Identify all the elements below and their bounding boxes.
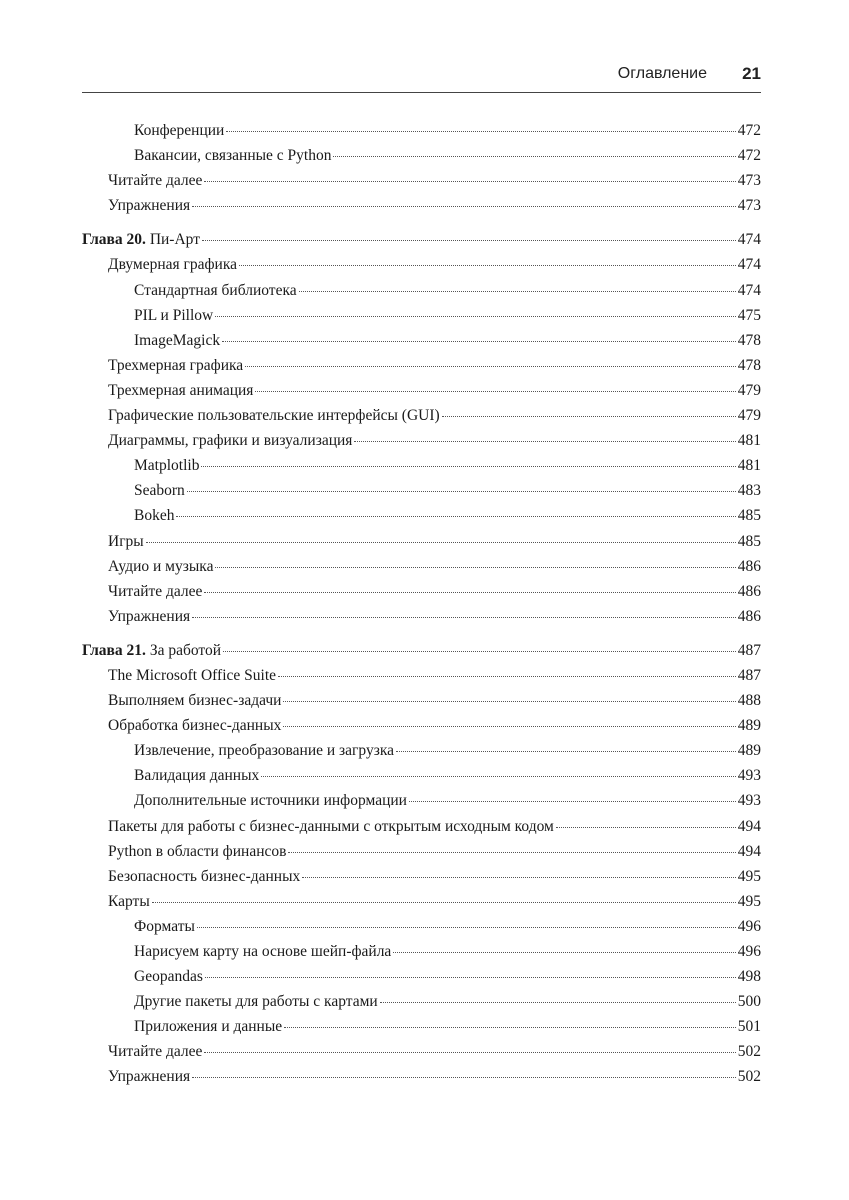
toc-entry-title: Дополнительные источники информации	[134, 792, 407, 810]
toc-entry[interactable]	[82, 428, 761, 453]
dot-leader	[299, 290, 736, 292]
toc-page-number: 493	[737, 767, 761, 785]
toc-entry[interactable]	[82, 889, 761, 914]
toc-entry-title: Нарисуем карту на основе шейп-файла	[134, 943, 392, 960]
toc-entry[interactable]	[82, 328, 761, 353]
toc-entry[interactable]	[82, 554, 761, 579]
toc-entry-title: Приложения и данные	[134, 1018, 283, 1036]
toc-entry[interactable]	[82, 1014, 761, 1039]
dot-leader	[187, 490, 736, 492]
table-of-contents	[82, 118, 761, 1090]
toc-entry[interactable]	[82, 763, 761, 788]
toc-entry[interactable]	[82, 1064, 761, 1089]
dot-leader	[239, 264, 736, 266]
toc-entry[interactable]	[82, 252, 761, 277]
dot-leader	[176, 515, 735, 517]
toc-page-number: 485	[737, 507, 761, 525]
toc-page-number: 478	[737, 356, 761, 374]
dot-leader	[556, 826, 736, 828]
toc-entry-title: Двумерная графика	[108, 256, 238, 274]
toc-page-number: 501	[737, 1018, 761, 1036]
toc-entry[interactable]	[82, 503, 761, 528]
dot-leader	[302, 876, 735, 878]
toc-entry[interactable]	[82, 118, 761, 143]
toc-entry-title: Диаграммы, графики и визуализация	[108, 432, 353, 450]
toc-entry[interactable]	[82, 864, 761, 889]
toc-entry-title: Аудио и музыка	[108, 557, 214, 575]
toc-page-number: 472	[737, 122, 761, 139]
toc-entry-title: Стандартная библиотека	[134, 281, 297, 299]
toc-page-number: 481	[737, 457, 761, 475]
toc-entry[interactable]	[82, 713, 761, 738]
toc-page-number: 481	[737, 432, 761, 450]
dot-leader	[255, 390, 735, 392]
toc-entry-title: Упражнения	[108, 197, 191, 215]
toc-entry[interactable]	[82, 914, 761, 939]
toc-entry[interactable]	[82, 478, 761, 503]
toc-page-number: 486	[737, 582, 761, 600]
chapter-title: Пи-Арт	[149, 231, 200, 249]
toc-entry[interactable]	[82, 738, 761, 763]
dot-leader	[223, 650, 736, 652]
toc-entry-title: Читайте далее	[108, 582, 203, 600]
toc-page-number: 474	[737, 281, 761, 299]
dot-leader	[204, 1051, 735, 1053]
dot-leader	[202, 239, 736, 241]
dot-leader	[146, 541, 736, 543]
dot-leader	[192, 616, 736, 618]
toc-entry[interactable]	[82, 788, 761, 813]
dot-leader	[283, 700, 735, 702]
toc-entry-title	[82, 227, 200, 252]
toc-entry[interactable]	[82, 193, 761, 218]
toc-page-number: 487	[737, 641, 761, 659]
toc-entry[interactable]	[82, 453, 761, 478]
toc-page-number: 479	[737, 381, 761, 399]
toc-entry[interactable]	[82, 353, 761, 378]
toc-page-number: 495	[737, 892, 761, 910]
toc-page-number: 473	[737, 197, 761, 215]
toc-entry-title: Пакеты для работы с бизнес-данными с открытым исходным кодом	[108, 817, 554, 835]
dot-leader	[192, 1076, 736, 1078]
toc-entry[interactable]	[82, 143, 761, 168]
dot-leader	[201, 465, 735, 467]
toc-entry[interactable]	[82, 529, 761, 554]
dot-leader	[197, 926, 736, 928]
toc-entry-title: Игры	[108, 532, 144, 550]
toc-entry-title: Выполняем бизнес-задачи	[108, 692, 282, 710]
toc-entry-title	[82, 638, 221, 663]
toc-entry[interactable]	[82, 939, 761, 964]
dot-leader	[354, 440, 735, 442]
dot-leader	[380, 1001, 736, 1003]
toc-page-number: 487	[737, 666, 761, 684]
dot-leader	[226, 130, 735, 132]
toc-entry[interactable]	[82, 839, 761, 864]
dot-leader	[192, 205, 736, 207]
toc-page-number: 479	[737, 407, 761, 425]
toc-entry-title: Geopandas	[134, 968, 203, 986]
dot-leader	[283, 725, 735, 727]
dot-leader	[215, 566, 735, 568]
toc-entry[interactable]	[82, 403, 761, 428]
toc-entry-title: PIL и Pillow	[134, 306, 214, 324]
dot-leader	[278, 675, 736, 677]
chapter-number: Глава 20.	[82, 231, 146, 249]
toc-entry[interactable]	[82, 378, 761, 403]
toc-page-number: 489	[737, 742, 761, 760]
toc-entry-title: Читайте далее	[108, 172, 203, 190]
dot-leader	[442, 415, 736, 417]
toc-page-number: 495	[737, 867, 761, 885]
toc-page-number: 494	[737, 817, 761, 835]
dot-leader	[409, 800, 736, 802]
toc-page-number: 474	[737, 231, 761, 249]
toc-entry-title: Другие пакеты для работы с картами	[134, 993, 378, 1011]
toc-entry[interactable]	[82, 663, 761, 688]
toc-page-number: 478	[737, 331, 761, 349]
toc-entry-title: Извлечение, преобразование и загрузка	[134, 742, 394, 760]
toc-entry-title: Карты	[108, 892, 150, 910]
toc-entry-title: Обработка бизнес-данных	[108, 717, 282, 735]
toc-entry-title: Читайте далее	[108, 1043, 203, 1061]
toc-entry-title: Matplotlib	[134, 457, 200, 475]
toc-page-number: 485	[737, 532, 761, 550]
toc-entry[interactable]	[82, 604, 761, 629]
toc-entry-title: Вакансии, связанные с Python	[134, 147, 332, 165]
toc-entry[interactable]	[82, 168, 761, 193]
toc-page-number: 502	[737, 1068, 761, 1086]
dot-leader	[288, 851, 735, 853]
toc-entry-title: Bokeh	[134, 507, 175, 525]
header-page-number: 21	[742, 64, 761, 83]
toc-entry-title: Python в области финансов	[108, 842, 287, 860]
dot-leader	[222, 340, 736, 342]
dot-leader	[393, 951, 735, 953]
toc-page-number: 496	[737, 917, 761, 935]
toc-page-number: 472	[737, 147, 761, 165]
toc-entry-title: Безопасность бизнес-данных	[108, 867, 301, 885]
header-title: Оглавление	[617, 65, 707, 82]
toc-entry-title: Упражнения	[108, 1068, 191, 1086]
running-header	[82, 58, 761, 93]
toc-page-number: 475	[737, 306, 761, 324]
chapter-title: За работой	[149, 641, 222, 659]
toc-page-number: 474	[737, 256, 761, 274]
toc-page-number: 496	[737, 943, 761, 960]
toc-chapter-entry[interactable]	[82, 638, 761, 663]
dot-leader	[396, 750, 736, 752]
toc-entry[interactable]	[82, 278, 761, 303]
dot-leader	[152, 901, 736, 903]
toc-entry[interactable]	[82, 1039, 761, 1064]
toc-entry-title: ImageMagick	[134, 331, 221, 349]
toc-entry[interactable]	[82, 579, 761, 604]
toc-entry[interactable]	[82, 814, 761, 839]
toc-page-number: 493	[737, 792, 761, 810]
toc-page-number: 483	[737, 482, 761, 500]
toc-page-number: 489	[737, 717, 761, 735]
toc-chapter-entry[interactable]	[82, 227, 761, 252]
dot-leader	[284, 1026, 736, 1028]
toc-entry-title: Конференции	[134, 122, 225, 139]
toc-entry-title: Трехмерная графика	[108, 356, 244, 374]
toc-page-number: 488	[737, 692, 761, 710]
dot-leader	[204, 180, 735, 182]
toc-page-number: 494	[737, 842, 761, 860]
dot-leader	[333, 155, 735, 157]
toc-page-number: 498	[737, 968, 761, 986]
toc-entry-title: Графические пользовательские интерфейсы (GUI)	[108, 407, 440, 425]
toc-page-number: 502	[737, 1043, 761, 1061]
toc-page-number: 486	[737, 607, 761, 625]
toc-entry[interactable]	[82, 964, 761, 989]
toc-entry[interactable]	[82, 688, 761, 713]
dot-leader	[205, 976, 736, 978]
toc-page-number: 486	[737, 557, 761, 575]
toc-entry-title: The Microsoft Office Suite	[108, 666, 277, 684]
toc-page-number: 500	[737, 993, 761, 1011]
dot-leader	[215, 315, 736, 317]
toc-entry[interactable]	[82, 303, 761, 328]
dot-leader	[261, 775, 735, 777]
toc-entry-title: Трехмерная анимация	[108, 381, 254, 399]
chapter-number: Глава 21.	[82, 641, 146, 659]
toc-entry-title: Упражнения	[108, 607, 191, 625]
dot-leader	[245, 365, 736, 367]
toc-entry-title: Seaborn	[134, 482, 185, 500]
toc-entry[interactable]	[82, 989, 761, 1014]
dot-leader	[204, 591, 735, 593]
toc-entry-title: Форматы	[134, 917, 195, 935]
toc-entry-title: Валидация данных	[134, 767, 260, 785]
toc-page-number: 473	[737, 172, 761, 190]
